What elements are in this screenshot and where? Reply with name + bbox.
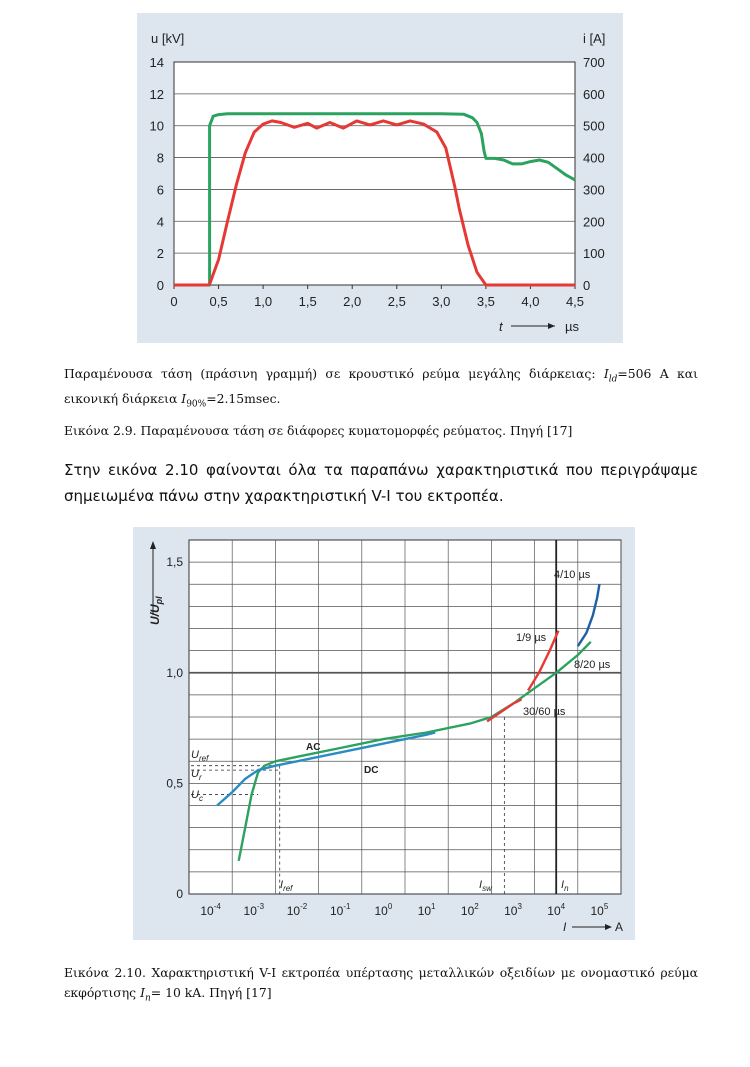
figure-2-9-label: Εικόνα 2.9. Παραμένουσα τάση σε διάφορες κυματομορφές ρεύματος. Πηγή [17] — [64, 423, 573, 438]
y-left-tick-label: 6 — [156, 182, 164, 198]
caption1-symbol-a: I — [603, 366, 609, 381]
x-tick-label: 2,5 — [387, 294, 406, 309]
x-tick-label: 4,5 — [565, 294, 585, 309]
y-left-tick-label: 0 — [156, 278, 164, 293]
waveform-30-60-label: 30/60 µs — [523, 706, 566, 718]
dc-label: DC — [364, 765, 379, 776]
caption1-sub-b: 90% — [186, 399, 207, 410]
x-tick-base: 10 — [547, 904, 561, 918]
x-axis-label: t — [499, 319, 503, 334]
caption1-sub-a: ld — [608, 374, 618, 385]
x-tick-exponent: 4 — [560, 902, 566, 911]
caption2-text-b: = 10 kA. Πηγή [17] — [150, 985, 272, 1000]
x-tick-exponent: -1 — [343, 902, 351, 911]
y-tick-label: 1,5 — [166, 555, 183, 570]
right-axis-label: i [A] — [583, 31, 606, 46]
y-tick-label: 0 — [176, 887, 183, 901]
x-tick-exponent: 1 — [431, 902, 436, 911]
y-left-tick-label: 12 — [149, 86, 164, 102]
y-right-tick-label: 400 — [583, 150, 605, 166]
y-axis-arrowhead — [150, 541, 156, 549]
caption1-symbol-b: I — [181, 391, 187, 407]
x-tick-label — [244, 902, 265, 918]
y-right-tick-label: 200 — [583, 214, 605, 230]
plot-area — [174, 62, 575, 285]
body-paragraph: Στην εικόνα 2.10 φαίνονται όλα τα παραπάνω χαρακτηριστικά που περιγράψαμε σημειωμένα πάνω στην χαρακτηριστική V-I του εκτροπέα. — [64, 461, 698, 505]
x-tick-label — [418, 902, 436, 918]
figure-2-10-caption — [64, 963, 698, 1008]
u-ref-main: U — [191, 749, 199, 761]
x-tick-exponent: 5 — [603, 902, 609, 911]
y-left-tick-label: 10 — [149, 118, 164, 134]
figure-2-10-panel — [133, 527, 635, 940]
u-r-main: U — [191, 768, 199, 780]
x-tick-label — [590, 902, 608, 918]
x-tick-exponent: -2 — [300, 902, 308, 911]
caption2-sub: n — [144, 993, 151, 1004]
caption1-text-b: =506 A και εικονική διάρκεια — [64, 366, 699, 407]
x-axis-label: I — [563, 920, 567, 934]
y-left-tick-label: 4 — [156, 214, 164, 230]
x-tick-label — [330, 902, 351, 918]
y-axis-label — [148, 596, 164, 625]
x-tick-base: 10 — [590, 904, 604, 918]
y-axis-label-sub: pl — [154, 596, 164, 605]
x-tick-label: 4,0 — [521, 294, 540, 309]
x-tick-exponent: 3 — [517, 902, 522, 911]
i-ref-main: I — [280, 879, 284, 891]
i-sw-sub: sw — [482, 884, 492, 893]
x-tick-base: 10 — [504, 904, 518, 918]
x-tick-exponent: -3 — [256, 902, 265, 911]
figure-2-10-chart — [133, 527, 635, 940]
u-c-sub: c — [198, 794, 203, 803]
x-tick-base: 10 — [200, 904, 214, 918]
left-axis-label: u [kV] — [151, 31, 185, 46]
x-tick-label: 1,0 — [254, 294, 273, 309]
x-tick-exponent: -4 — [213, 902, 221, 911]
y-right-tick-label: 500 — [583, 118, 605, 134]
x-tick-label: 1,5 — [298, 294, 317, 309]
y-right-tick-label: 600 — [583, 86, 605, 102]
x-tick-label: 0 — [170, 294, 178, 309]
x-tick-exponent: 0 — [387, 902, 393, 911]
y-tick-label: 1,0 — [166, 665, 183, 680]
x-tick-base: 10 — [374, 904, 388, 918]
caption2-text-a: Εικόνα 2.10. Χαρακτηριστική V-I εκτροπέα υπέρτασης μεταλλικών οξειδίων με ονομαστικό ρεύμα εκφόρτισης — [64, 965, 698, 1000]
x-tick-base: 10 — [460, 904, 475, 918]
figure-2-9-panel — [137, 13, 623, 343]
waveform-8-20-label: 8/20 µs — [574, 659, 611, 671]
y-left-tick-label: 8 — [156, 150, 164, 166]
ac-label: AC — [306, 742, 321, 753]
x-tick-base: 10 — [286, 904, 301, 918]
x-tick-base: 10 — [417, 904, 432, 918]
x-tick-label — [461, 902, 479, 918]
u-r-sub: r — [198, 773, 202, 782]
u-ref-sub: ref — [198, 754, 209, 763]
caption1-text-a: Παραμένουσα τάση (πράσινη γραμμή) σε κρουστικό ρεύμα μεγάλης διάρκειας: — [64, 366, 604, 381]
y-left-tick-label: 2 — [156, 246, 164, 262]
x-tick-label — [287, 902, 308, 918]
x-tick-label — [547, 902, 565, 918]
figure-2-9-description — [64, 364, 698, 415]
y-left-tick-label: 14 — [149, 55, 164, 70]
x-axis-arrowhead — [548, 323, 555, 329]
x-tick-label — [504, 902, 522, 918]
x-tick-label — [374, 902, 392, 918]
x-tick-base: 10 — [329, 904, 344, 918]
x-axis-arrowhead — [605, 924, 612, 930]
x-tick-base: 10 — [243, 904, 257, 918]
i-n-main: I — [561, 879, 565, 891]
x-tick-exponent: 2 — [474, 902, 479, 911]
figure-2-9-grid — [174, 62, 575, 285]
i-ref-sub: ref — [283, 884, 293, 893]
x-tick-label: 3,5 — [476, 294, 495, 309]
y-right-tick-label: 100 — [583, 246, 605, 262]
x-tick-label: 2,0 — [343, 294, 362, 309]
x-tick-label — [200, 902, 221, 918]
x-axis-unit: µs — [565, 319, 579, 334]
x-tick-label: 3,0 — [432, 294, 451, 309]
y-axis-label-main: U/U — [148, 604, 162, 625]
figure-2-9-chart — [137, 13, 623, 343]
u-c-main: U — [191, 789, 199, 801]
i-n-sub: n — [564, 884, 569, 893]
y-right-tick-label: 700 — [583, 55, 605, 70]
x-tick-label: 0,5 — [209, 294, 228, 309]
caption2-symbol: I — [140, 985, 145, 1000]
y-right-tick-label: 0 — [583, 278, 591, 293]
i-sw-main: I — [479, 879, 483, 891]
caption1-text-c: =2.15msec. — [206, 391, 281, 407]
waveform-4-10-label: 4/10 µs — [554, 569, 591, 581]
y-tick-label: 0,5 — [166, 776, 183, 791]
y-right-tick-label: 300 — [583, 182, 605, 198]
waveform-1-9-label: 1/9 µs — [516, 632, 547, 644]
x-axis-unit: A — [615, 920, 624, 934]
